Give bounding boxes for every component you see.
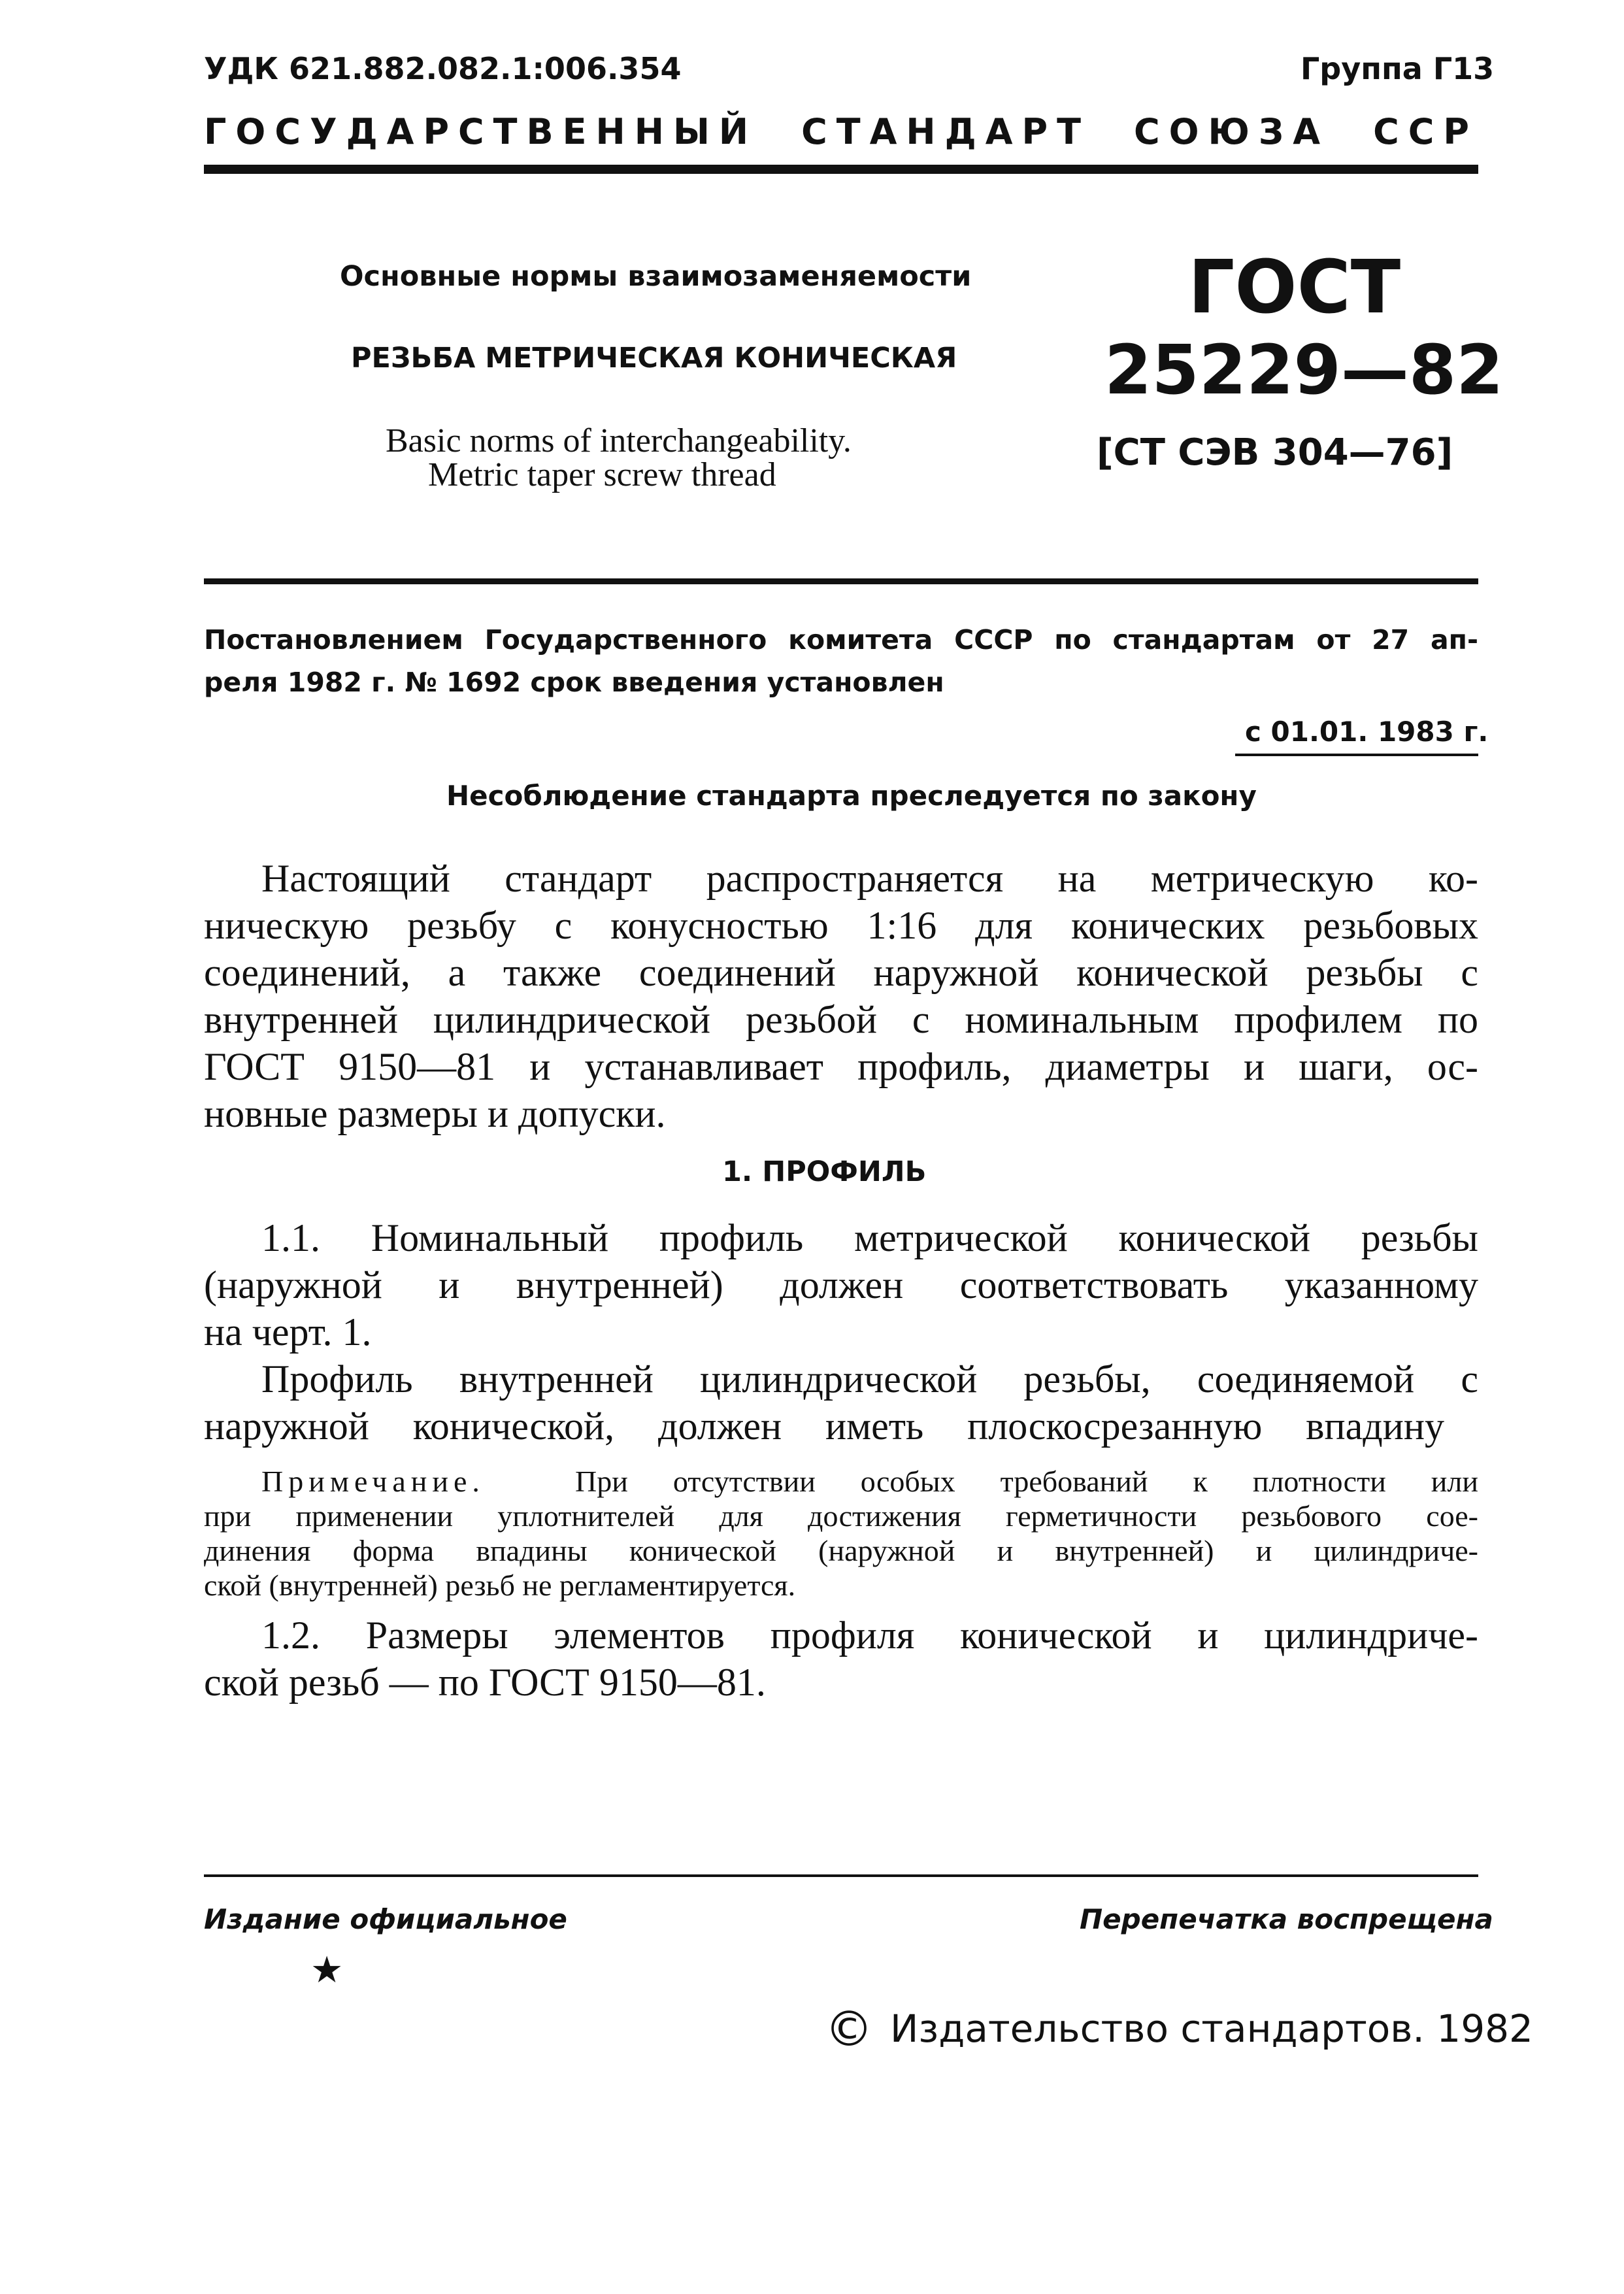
section-heading: 1. ПРОФИЛЬ <box>722 1155 927 1188</box>
header-thick-rule <box>204 165 1478 174</box>
note-line: динения форма впадины конической (наружной и внутренней) и цилиндриче- <box>204 1534 1478 1567</box>
note-line: ской (внутренней) резьб не регламентируется. <box>204 1569 796 1602</box>
effective-date-rule <box>1235 754 1478 756</box>
note-line: при применении уплотнителей для достижения герметичности резьбового сое- <box>204 1499 1478 1533</box>
clause-1-1-line: 1.1. Номинальный профиль метрической конической резьбы <box>261 1216 1478 1259</box>
intro-line: соединений, а также соединений наружной конической резьбы с <box>204 951 1478 994</box>
footer-rule <box>204 1874 1478 1877</box>
publisher-line: Издательство стандартов. 1982 <box>890 2006 1533 2051</box>
clause-1-2-line: ской резьб — по ГОСТ 9150—81. <box>204 1661 766 1704</box>
group-code: Группа Г13 <box>1301 51 1495 86</box>
effective-date: с 01.01. 1983 г. <box>1245 716 1489 748</box>
clause-1-1b-line: наружной конической, должен иметь плоскосрезанную впадину <box>204 1405 1444 1448</box>
decree-line-1: Постановлением Государственного комитета СССР по стандартам от 27 ап- <box>204 624 1478 656</box>
gost-label: ГОСТ <box>1188 245 1401 330</box>
udk-code: УДК 621.882.082.1:006.354 <box>204 51 682 86</box>
intro-line: ническую резьбу с конусностью 1:16 для конических резьбовых <box>204 904 1478 947</box>
clause-1-1b-line: Профиль внутренней цилиндрической резьбы, соединяемой с <box>261 1357 1478 1401</box>
star-icon: ★ <box>310 1949 344 1991</box>
intro-line: новные размеры и допуски. <box>204 1092 666 1135</box>
intro-line: ГОСТ 9150—81 и устанавливает профиль, диаметры и шаги, ос- <box>204 1045 1478 1088</box>
note-line: При отсутствии особых требований к плотности или <box>575 1465 1478 1498</box>
english-title-line-1: Basic norms of interchangeability. <box>386 422 852 459</box>
topic-heading: Основные нормы взаимозаменяемости <box>340 260 972 293</box>
document-title: РЕЗЬБА МЕТРИЧЕСКАЯ КОНИЧЕСКАЯ <box>351 342 957 374</box>
decree-line-2: реля 1982 г. № 1692 срок введения установлен <box>204 667 944 698</box>
cmea-standard: [СТ СЭВ 304—76] <box>1097 431 1453 474</box>
clause-1-1-line: на черт. 1. <box>204 1310 372 1354</box>
clause-1-2-line: 1.2. Размеры элементов профиля конической и цилиндриче- <box>261 1614 1478 1657</box>
note-label: Примечание. <box>261 1465 485 1498</box>
law-notice: Несоблюдение стандарта преследуется по закону <box>446 780 1257 812</box>
title-block-rule <box>204 578 1478 584</box>
english-title-line-2: Metric taper screw thread <box>428 456 776 493</box>
clause-1-1-line: (наружной и внутренней) должен соответствовать указанному <box>204 1263 1478 1306</box>
union-standard-title: ГОСУДАРСТВЕННЫЙ СТАНДАРТ СОЮЗА ССР <box>204 111 1478 152</box>
gost-number: 25229—82 <box>1104 330 1504 410</box>
official-edition: Издание официальное <box>204 1903 567 1935</box>
intro-line: Настоящий стандарт распространяется на метрическую ко- <box>261 857 1478 900</box>
intro-line: внутренней цилиндрической резьбой с номинальным профилем по <box>204 998 1478 1041</box>
copyright-icon: © <box>825 2001 873 2057</box>
reprint-prohibited: Перепечатка воспрещена <box>1080 1903 1493 1935</box>
